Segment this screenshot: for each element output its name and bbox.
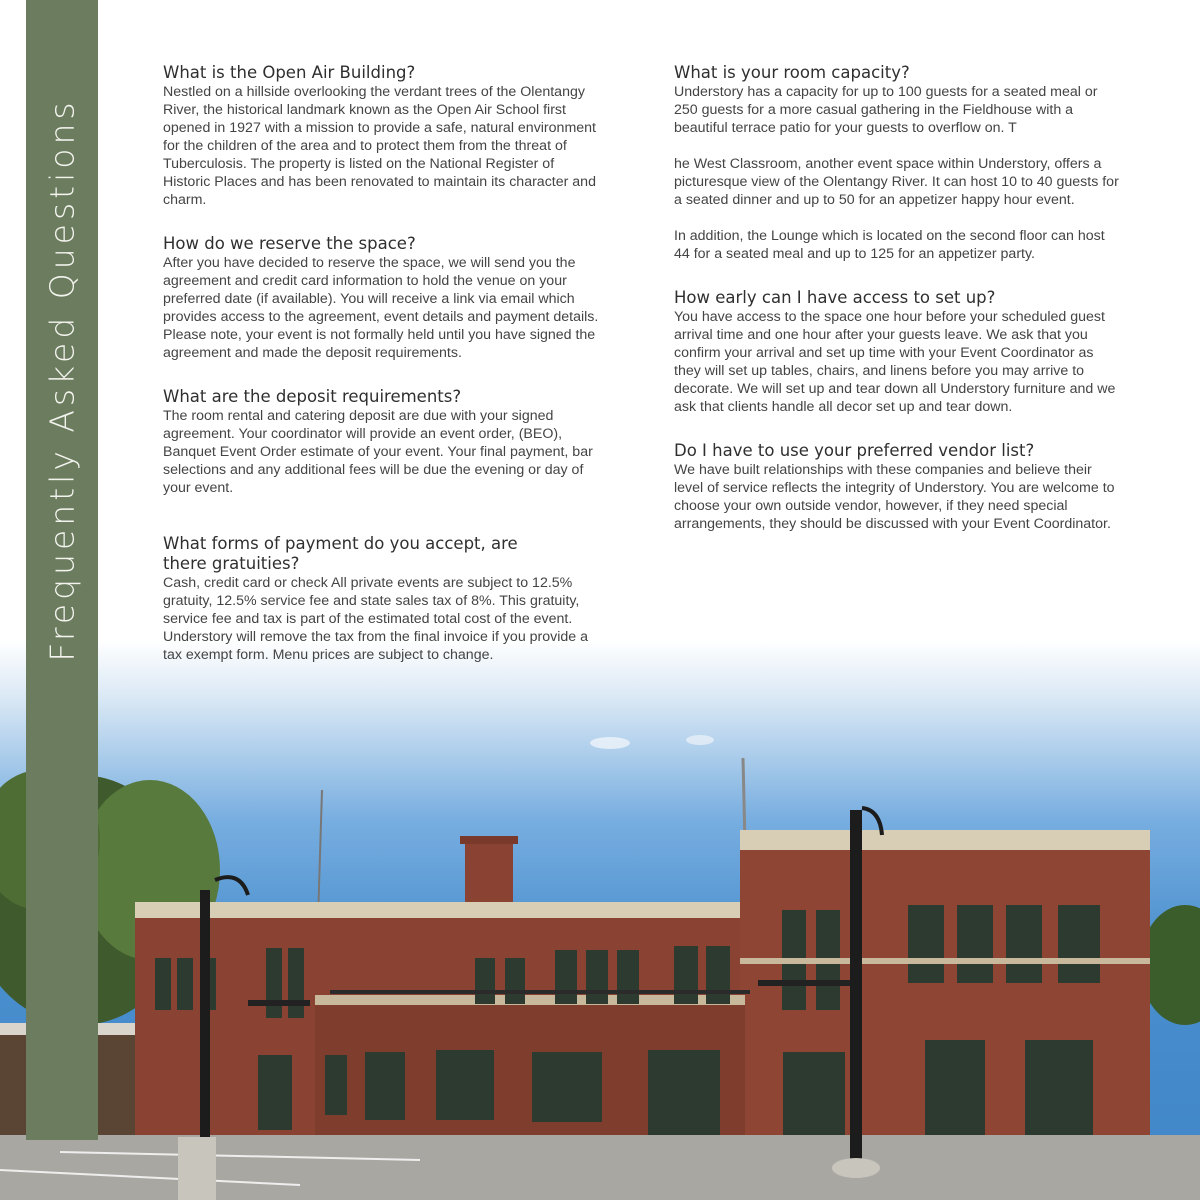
faq-answer: The room rental and catering deposit are due with your signed agreement. Your coordinator will provide an event order, (BEO), Banquet Event Order estimate of your event. Your final payment, bar selections and any additional fees will be due the evening or day of your event. xyxy=(163,408,593,496)
faq-answer: Nestled on a hillside overlooking the verdant trees of the Olentangy River, the historical landmark known as the Open Air School first opened in 1927 with a mission to provide a safe, natural environment for the children of the area and to protect them from the threat of Tuberculosis. The property is listed on the National Register of Historic Places and has been renovated to maintain its character and charm. xyxy=(163,84,596,208)
faq-column-left xyxy=(163,63,603,664)
faq-answer: In addition, the Lounge which is located on the second floor can host 44 for a seated meal and up to 125 for an appetizer party. xyxy=(674,228,1105,262)
faq-answer: Cash, credit card or check All private events are subject to 12.5% gratuity, 12.5% service fee and state sales tax of 8%. This gratuity, service fee and tax is part of the estimated total cost of the event. Understory will remove the tax from the final invoice if you provide a tax exempt form. Menu prices are subject to change. xyxy=(163,575,589,663)
faq-question: What are the deposit requirements? xyxy=(163,387,462,406)
faq-column-right xyxy=(674,63,1119,533)
faq-answer: Understory has a capacity for up to 100 guests for a seated meal or 250 guests for a more casual gathering in the Fieldhouse with a beautiful terrace patio for your guests to overflow on. T xyxy=(674,84,1098,136)
faq-item xyxy=(674,63,1119,263)
faq-item xyxy=(163,234,603,362)
faq-answer: You have access to the space one hour before your scheduled guest arrival time and one hour after your guests leave. We ask that you confirm your arrival and set up time with your Event Coordinator as they will set up tables, chairs, and linens before you may arrive to decorate. We will set up and tear down all Understory furniture and we ask that clients handle all decor set up and tear down. xyxy=(674,309,1116,415)
faq-question: What forms of payment do you accept, are there gratuities? xyxy=(163,534,518,573)
faq-answer: We have built relationships with these companies and believe their level of service reflects the integrity of Understory. You are welcome to choose your own outside vendor, however, if they need special arrangements, they should be discussed with your Event Coordinator. xyxy=(674,462,1115,532)
sidebar-band xyxy=(26,0,98,1140)
faq-question: Do I have to use your preferred vendor list? xyxy=(674,441,1035,460)
faq-question: How early can I have access to set up? xyxy=(674,288,996,307)
faq-question: How do we reserve the space? xyxy=(163,234,416,253)
faq-question: What is the Open Air Building? xyxy=(163,63,416,82)
faq-item xyxy=(163,63,603,209)
building-photo xyxy=(0,640,1200,1200)
faq-answer: he West Classroom, another event space within Understory, offers a picturesque view of the Olentangy River. It can host 10 to 40 guests for a seated dinner and up to 50 for an appetizer happy hour event. xyxy=(674,156,1119,208)
faq-answer: After you have decided to reserve the space, we will send you the agreement and credit card information to hold the venue on your preferred date (if available). You will receive a link via email which provides access to the agreement, event details and payment details. Please note, your event is not formally held until you have signed the agreement and made the deposit requirements. xyxy=(163,255,599,361)
sidebar-title: Frequently Asked Questions xyxy=(42,98,82,662)
faq-item xyxy=(163,534,603,664)
faq-item xyxy=(163,387,603,497)
faq-item xyxy=(674,441,1119,533)
faq-item xyxy=(674,288,1119,416)
faq-question: What is your room capacity? xyxy=(674,63,910,82)
